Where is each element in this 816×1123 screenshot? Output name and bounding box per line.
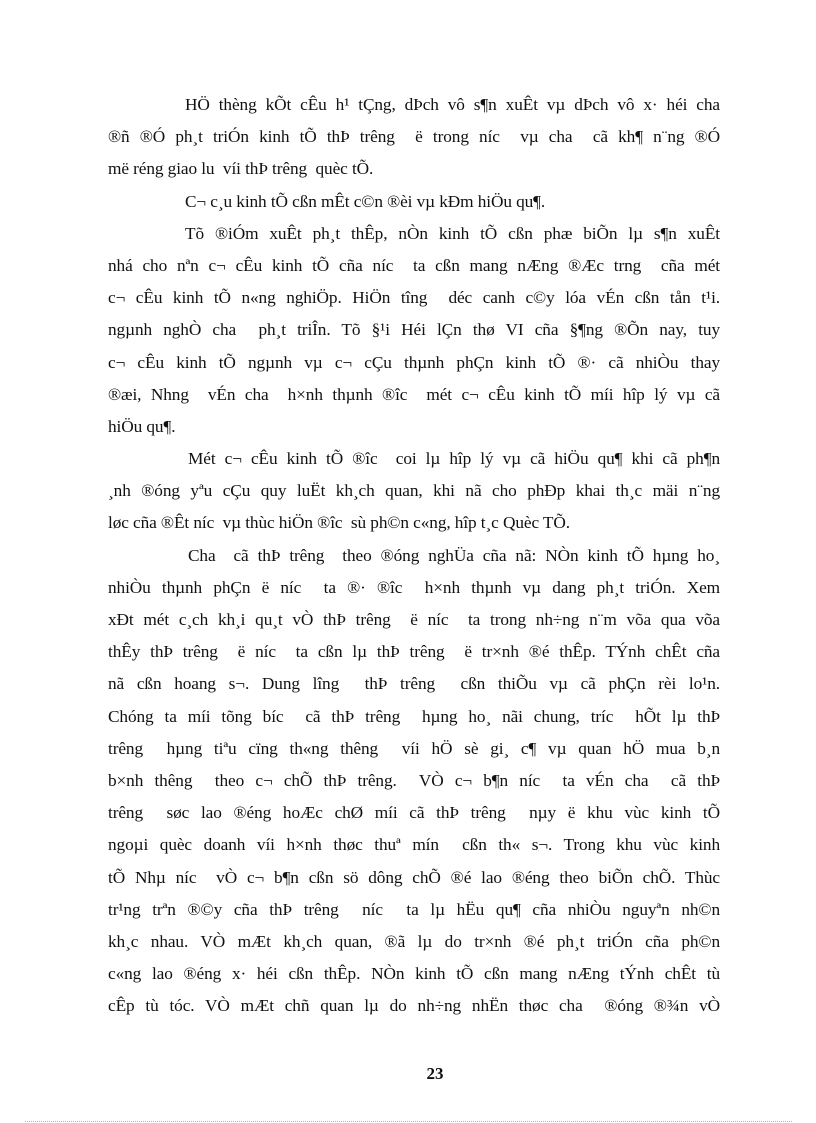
text-line: trêng søc lao ®éng hoÆc chØ míi cã thÞ trêng nµy ë khu vùc kinh tÕ [108, 803, 720, 823]
text-line: kh¸c nhau. VÒ mÆt kh¸ch quan, ®ã lµ do tr×nh ®é ph¸t triÓn cña ph©n [108, 931, 720, 951]
text-line: Chóng ta míi tõng bíc cã thÞ trêng hµng ho¸ nãi chung, tríc hÕt lµ thÞ [108, 706, 720, 726]
text-line: løc cña ®Êt níc vµ thùc hiÖn ®îc sù ph©n c«ng, hîp t¸c Quèc TÕ. [108, 513, 570, 533]
text-line: ngoµi quèc doanh víi h×nh thøc thuª mín cßn th« s¬. Trong khu vùc kinh [108, 835, 720, 855]
text-line: c«ng lao ®éng x· héi cßn thÊp. NÒn kinh tÕ cßn mang nÆng tÝnh chÊt tù [108, 964, 720, 984]
text-line: hiÖu qu¶. [108, 416, 176, 436]
text-line: Cha cã thÞ trêng theo ®óng nghÜa cña nã: NÒn kinh tÕ hµng ho¸ [188, 545, 720, 565]
text-line: xÐt mét c¸ch kh¸i qu¸t vÒ thÞ trêng ë níc ta trong nh÷ng n¨m võa qua võa [108, 610, 720, 629]
text-line: nhiÒu thµnh phÇn ë níc ta ®· ®îc h×nh thµnh vµ dang ph¸t triÓn. Xem [108, 577, 720, 597]
text-line: ¸nh ®óng yªu cÇu quy luËt kh¸ch quan, khi nã cho phÐp khai th¸c mäi n¨ng [108, 481, 720, 501]
text-line: thÊy thÞ trêng ë níc ta cßn lµ thÞ trêng ë tr×nh ®é thÊp. TÝnh chÊt cña [108, 642, 720, 662]
page-number: 23 [426, 1064, 444, 1083]
text-line: C¬ c¸u kinh tÕ cßn mÊt c©n ®èi vµ kÐm hiÖu qu¶. [185, 191, 546, 211]
text-line: c¬ cÊu kinh tÕ ngµnh vµ c¬ cÇu thµnh phÇn kinh tÕ ®· cã nhiÒu thay [108, 352, 720, 372]
text-line: tr¹ng trªn ®©y cña thÞ trêng níc ta lµ hËu qu¶ cña nhiÒu nguyªn nh©n [108, 899, 720, 919]
text-line: nhá cho nªn c¬ cÊu kinh tÕ cña níc ta cßn mang nÆng ®Æc trng cña mét [108, 255, 720, 275]
text-line: më réng giao lu víi thÞ trêng quèc tÕ. [108, 159, 374, 179]
text-line: Tõ ®iÓm xuÊt ph¸t thÊp, nÒn kinh tÕ cßn phæ biÕn lµ s¶n xuÊt [185, 223, 720, 243]
text-line: b×nh thêng theo c¬ chÕ thÞ trêng. VÒ c¬ b¶n níc ta vÉn cha cã thÞ [108, 770, 720, 790]
text-line: ®ñ ®Ó ph¸t triÓn kinh tÕ thÞ trêng ë trong níc vµ cha cã kh¶ n¨ng ®Ó [108, 127, 720, 147]
text-line: Mét c¬ cÊu kinh tÕ ®îc coi lµ hîp lý vµ cã hiÖu qu¶ khi cã ph¶n [188, 449, 720, 469]
text-line: tÕ Nhµ níc vÒ c¬ b¶n cßn sö dông chÕ ®é lao ®éng theo biÕn chÕ. Thùc [108, 867, 720, 887]
text-line: HÖ thèng kÕt cÊu h¹ tÇng, dÞch vô s¶n xuÊt vµ dÞch vô x· héi cha [185, 95, 720, 114]
text-line: c¬ cÊu kinh tÕ n«ng nghiÖp. HiÖn tîng déc canh c©y lóa vÉn cßn tån t¹i. [108, 288, 720, 308]
text-line: ngµnh nghÒ cha ph¸t triÎn. Tõ §¹i Héi lÇn thø VI cña §¶ng ®Õn nay, tuy [108, 320, 720, 340]
page-bottom-border [25, 1121, 792, 1122]
body-text [108, 89, 720, 1022]
text-line: nã cßn hoang s¬. Dung lîng thÞ trêng cßn thiÕu vµ cã phÇn rèi lo¹n. [108, 674, 720, 694]
text-line: ®æi, Nhng vÉn cha h×nh thµnh ®îc mét c¬ cÊu kinh tÕ míi hîp lý vµ cã [108, 384, 720, 404]
text-line: trêng hµng tiªu cïng th«ng thêng víi hÖ sè gi¸ c¶ vµ quan hÖ mua b¸n [108, 738, 720, 758]
text-line: cÊp tù tóc. VÒ mÆt chñ quan lµ do nh÷ng nhËn thøc cha ®óng ®¾n vÒ [108, 996, 720, 1016]
